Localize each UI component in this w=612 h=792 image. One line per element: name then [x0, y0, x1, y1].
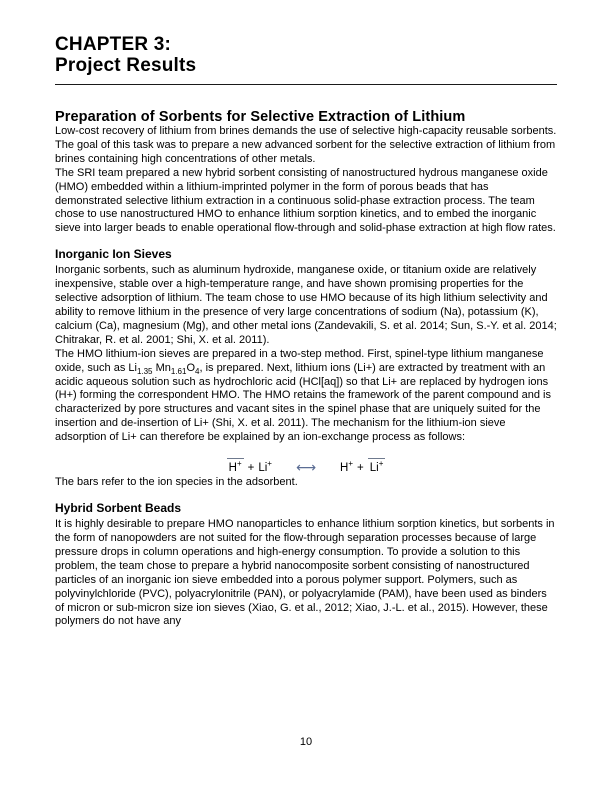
lithium-ion	[258, 458, 272, 476]
ion-exchange-equation	[55, 458, 557, 476]
barred-lithium-ion	[368, 458, 386, 476]
ion-charge: +	[267, 459, 272, 469]
text-segment: Mn	[152, 361, 171, 374]
ion-symbol: Li	[369, 462, 379, 475]
ion-charge: +	[236, 459, 242, 469]
chapter-heading	[55, 35, 557, 85]
ion-charge: +	[348, 459, 354, 469]
ion-symbol: H	[340, 462, 349, 475]
page-number: 10	[299, 736, 313, 748]
text-segment: O	[186, 361, 195, 374]
ion-charge: +	[378, 459, 384, 469]
ion-symbol: H	[228, 462, 237, 475]
text-segment: The HMO lithium-ion sieves are prepared in a two-step method. First, spinel-type lithium manganese oxide, such as Li	[55, 347, 544, 374]
chem-subscript: 1.61	[170, 366, 187, 376]
paragraph-inorganic-sorbents: Inorganic sorbents, such as aluminum hydroxide, manganese oxide, or titanium oxide are relatively inexpensive, stable over a high-temperature range, and have shown promising properties for the selective adsorption of lithium. The team chose to use HMO because of its high lithium selectivity and ability to remove lithium in the presence of very large concentrations of sodium (Na), potassium (K), calcium (Ca), magnesium (Mg), and other metal ions (Zandevakili, S. et al. 2014; Sun, S.-Y. et al. 2014; Chitrakar, R. et al. 2001; Shi, X. et al. 2011).	[55, 264, 557, 346]
chem-subscript: 1.35	[136, 366, 153, 376]
paragraph-intro: Low-cost recovery of lithium from brines demands the use of selective high-capacity reusable sorbents. The goal of this task was to prepare a new advanced sorbent for the selective extraction of lithium from brines containing high concentrations of other metals.	[55, 125, 557, 165]
text-segment: , is prepared. Next, lithium ions (Li+) are extracted by treatment with an acidic aqueous solution such as hydrochloric acid (HCl[aq]) so that Li+ are replaced by hydrogen ions (H+) forming the correspondent HMO. The HMO retains the framework of the parent compound and is characterized by pore structures and vacant sites in the spinel phase that are uniquely suited for the insertion and de-insertion of Li+ (Shi, X. et al. 2011). The mechanism for the lithium-ion sieve adsorption of Li+ can therefore be explained by an ion-exchange process as follows:	[55, 361, 551, 444]
paragraph-sri-team: The SRI team prepared a new hybrid sorbent consisting of nanostructured hydrous manganese oxide (HMO) embedded within a lithium-imprinted polymer in the form of porous beads that has demonstrated selective lithium extraction in a continuous solid-phase extraction process. The team chose to use nanostructured HMO to enhance lithium sorption kinetics, and to embed the inorganic sieve into larger beads to enable operational flow-through and solid-phase extraction at high flow rates.	[55, 166, 556, 235]
chem-subscript: 4	[195, 366, 200, 376]
barred-hydrogen-ion	[227, 458, 244, 476]
subheading-hybrid-sorbent-beads: Hybrid Sorbent Beads	[55, 501, 182, 516]
equilibrium-arrow-icon: ⟷	[295, 459, 317, 476]
ion-symbol: Li	[258, 462, 268, 475]
plus-operator: +	[357, 462, 364, 475]
plus-operator: +	[247, 462, 255, 475]
paragraph-hybrid-beads: It is highly desirable to prepare HMO nanoparticles to enhance lithium sorption kinetics, but sorbents in the form of nanopowders are not suited for the flow-through separation processes because of large pressure drops in column operations and high-energy consumption. To provide a solution to this problem, the team chose to prepare a hybrid nanocomposite sorbent consisting of nanostructured particles of an inorganic ion sieve embedded into a porous polymer support. Polymers, such as polyvinylchloride (PVC), polyacrylonitrile (PAN), or polyacrylamide (PAM), have been used as binders of micron or sub-micron size ion sieves (Xiao, G. et al., 2012; Xiao, J.-L. et al., 2015). However, these polymers do not have any	[55, 518, 555, 628]
equation-note: The bars refer to the ion species in the adsorbent.	[55, 476, 298, 489]
chapter-heading-line1: CHAPTER 3:	[55, 34, 172, 55]
subheading-inorganic-ion-sieves: Inorganic Ion Sieves	[55, 247, 172, 262]
chapter-heading-line2: Project Results	[55, 54, 197, 76]
section-title: Preparation of Sorbents for Selective Extraction of Lithium	[55, 109, 466, 125]
paragraph-hmo-preparation	[55, 348, 557, 445]
hydrogen-ion	[340, 458, 353, 476]
